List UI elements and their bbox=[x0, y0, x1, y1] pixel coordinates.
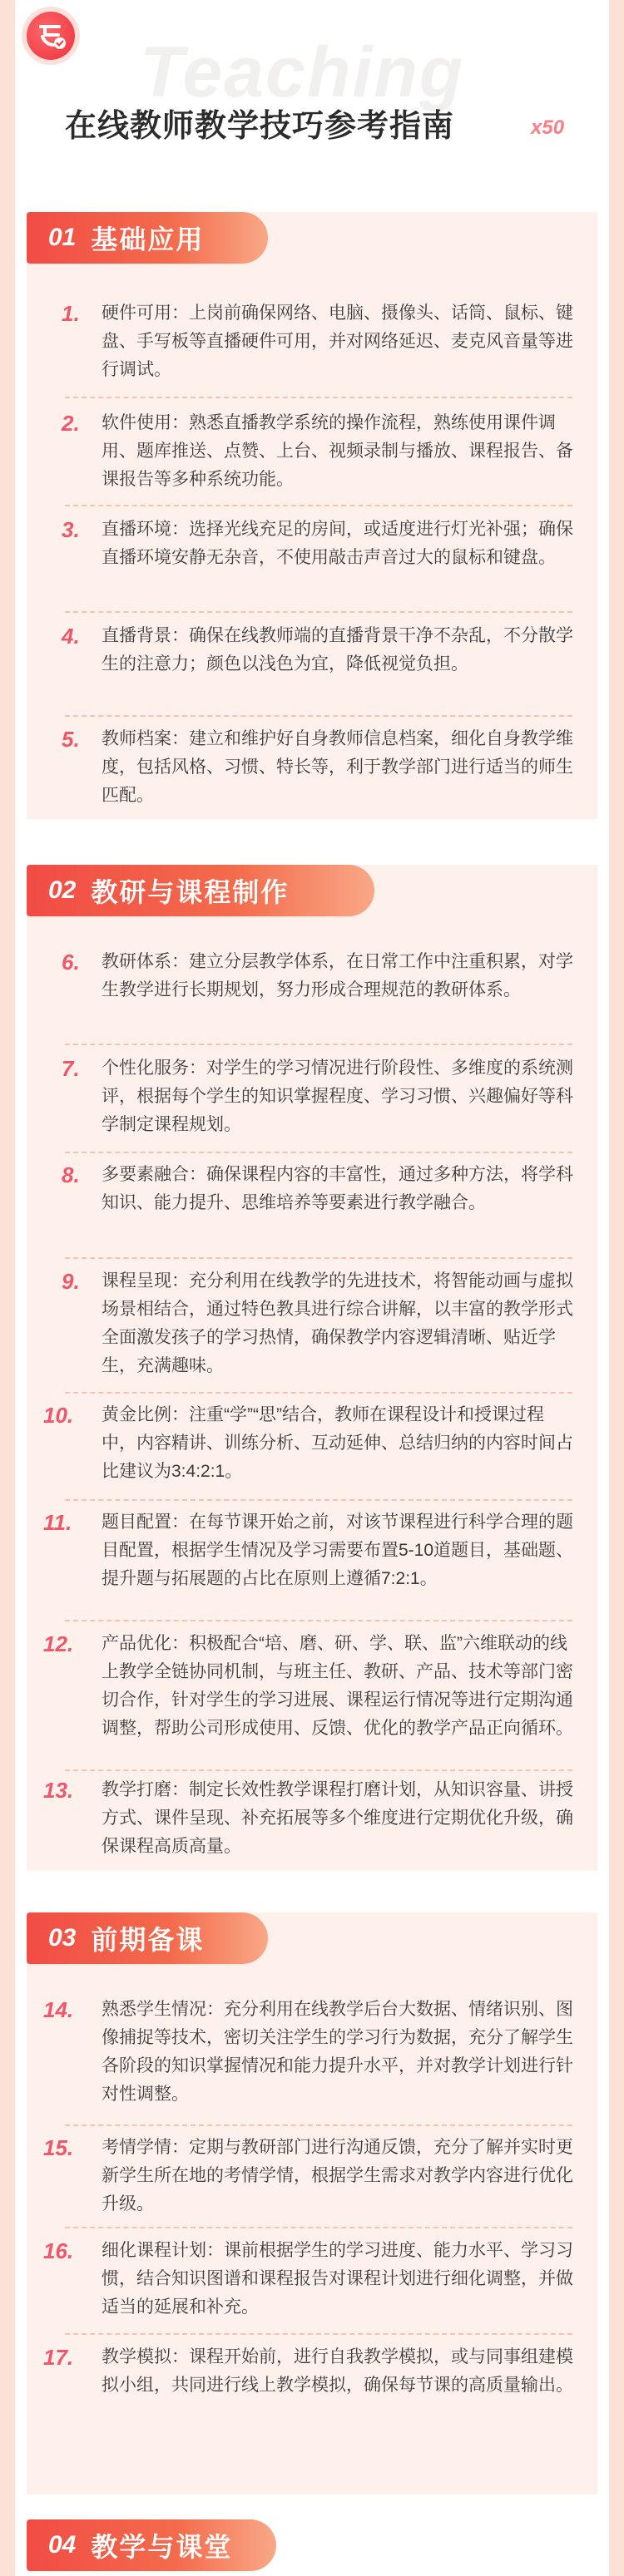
list-item bbox=[43, 1996, 577, 2109]
section-title: 前期备课 bbox=[91, 1925, 205, 1955]
item-text: 直播环境：选择光线充足的房间，或适度进行灯光补强；确保直播环境安静无杂音，不使用敲击声音过大的鼠标和键盘。 bbox=[102, 520, 573, 567]
list-item bbox=[62, 516, 577, 572]
divider bbox=[65, 1152, 572, 1153]
item-text: 课程呈现：充分利用在线教学的先进技术，将智能动画与虚拟场景相结合，通过特色教具进行综合讲解，以丰富的教学形式全面激发孩子的学习热情，确保教学内容逻辑清晰、贴近学生，充满趣味。 bbox=[102, 1271, 573, 1375]
item-text: 软件使用：熟悉直播教学系统的操作流程，熟练使用课件调用、题库推送、点赞、上台、视频录制与播放、课程报告、备课报告等多种系统功能。 bbox=[102, 413, 573, 489]
item-text: 熟悉学生情况：充分利用在线教学后台大数据、情绪识别、图像捕捉等技术，密切关注学生的学习行为数据，充分了解学生各阶段的知识掌握情况和能力提升水平，并对教学计划进行针对性调整。 bbox=[102, 2000, 573, 2104]
item-text: 黄金比例：注重“学”“思”结合，教师在课程设计和授课过程中，内容精讲、训练分析、互动延伸、总结归纳的内容时间占比建议为3:4:2:1。 bbox=[102, 1405, 573, 1481]
divider bbox=[65, 1392, 572, 1394]
divider bbox=[65, 2227, 572, 2228]
item-number: 10. bbox=[43, 1403, 74, 1428]
item-text: 考情学情：定期与教研部门进行沟通反馈，充分了解并实时更新学生所在地的考情学情，根据学生需求对教学内容进行优化升级。 bbox=[102, 2138, 573, 2213]
item-text: 细化课程计划：课前根据学生的学习进度、能力水平、学习习惯，结合知识图谱和课程报告对课程计划进行细化调整，并做适当的延展和补充。 bbox=[102, 2241, 573, 2317]
list-item bbox=[62, 622, 577, 679]
section-header bbox=[27, 865, 374, 916]
item-number: 7. bbox=[62, 1056, 80, 1081]
list-item bbox=[43, 1630, 577, 1743]
divider bbox=[65, 1257, 572, 1259]
item-number: 17. bbox=[43, 2345, 74, 2370]
item-number: 4. bbox=[62, 624, 80, 649]
divider bbox=[65, 611, 572, 613]
item-number: 15. bbox=[43, 2135, 74, 2160]
list-item bbox=[62, 1267, 577, 1380]
item-number: 12. bbox=[43, 1631, 74, 1656]
list-item bbox=[43, 1508, 577, 1593]
section-number: 03 bbox=[48, 1924, 77, 1952]
guide-card bbox=[15, 0, 609, 2576]
item-number: 16. bbox=[43, 2238, 74, 2263]
divider bbox=[65, 505, 572, 506]
item-text: 产品优化：积极配合“培、磨、研、学、联、监”六维联动的线上教学全链协同机制，与班主任、教研、产品、技术等部门密切合作，针对学生的学习进展、课程运行情况等进行定期沟通调整，帮助公司形成使用、反馈、优化的教学产品正向循环。 bbox=[102, 1634, 573, 1738]
divider bbox=[65, 2333, 572, 2335]
section-title: 教学与课堂 bbox=[91, 2532, 233, 2562]
list-item bbox=[43, 1401, 577, 1486]
divider bbox=[65, 715, 572, 717]
item-number: 9. bbox=[62, 1269, 80, 1294]
list-item bbox=[43, 2343, 577, 2400]
section-header bbox=[27, 2519, 276, 2571]
list-item bbox=[62, 948, 577, 1004]
list-item bbox=[62, 1161, 577, 1217]
item-text: 直播背景：确保在线教师端的直播背景干净不杂乱，不分散学生的注意力；颜色以浅色为宜，降低视觉负担。 bbox=[102, 626, 573, 674]
item-text: 教学模拟：课程开始前，进行自我教学模拟，或与同事组建模拟小组，共同进行线上教学模拟，确保每节课的高质量输出。 bbox=[102, 2347, 573, 2395]
item-text: 教学打磨：制定长效性教学课程打磨计划，从知识容量、讲授方式、课件呈现、补充拓展等多个维度进行定期优化升级，确保课程高质高量。 bbox=[102, 1780, 573, 1856]
item-number: 3. bbox=[62, 517, 80, 542]
count-badge: x50 bbox=[531, 116, 565, 139]
item-number: 13. bbox=[43, 1778, 74, 1803]
list-item bbox=[62, 299, 577, 384]
section-title: 教研与课程制作 bbox=[91, 877, 290, 907]
brand-logo bbox=[27, 12, 75, 60]
section-number: 02 bbox=[48, 876, 77, 904]
list-item bbox=[62, 409, 577, 494]
item-number: 5. bbox=[62, 727, 80, 752]
item-number: 11. bbox=[43, 1510, 72, 1535]
section-number: 04 bbox=[48, 2531, 77, 2559]
divider bbox=[65, 397, 572, 398]
item-text: 多要素融合：确保课程内容的丰富性，通过多种方法，将学科知识、能力提升、思维培养等要素进行教学融合。 bbox=[102, 1165, 573, 1212]
section-header bbox=[27, 1912, 268, 1964]
item-text: 教研体系：建立分层教学体系，在日常工作中注重积累，对学生教学进行长期规划，努力形成合理规范的教研体系。 bbox=[102, 952, 573, 999]
item-number: 1. bbox=[62, 301, 80, 326]
item-number: 14. bbox=[43, 1997, 74, 2022]
list-item bbox=[43, 2237, 577, 2322]
divider bbox=[65, 1044, 572, 1045]
divider bbox=[65, 1499, 572, 1501]
item-number: 8. bbox=[62, 1162, 80, 1187]
watermark-text: Teaching bbox=[140, 32, 465, 112]
list-item bbox=[43, 2134, 577, 2218]
list-item bbox=[62, 725, 577, 810]
divider bbox=[65, 1769, 572, 1771]
logo-icon bbox=[27, 12, 75, 60]
item-text: 个性化服务：对学生的学习情况进行阶段性、多维度的系统测评，根据每个学生的知识掌握程度、学习习惯、兴趣偏好等科学制定课程规划。 bbox=[102, 1059, 573, 1134]
header bbox=[15, 0, 609, 158]
item-number: 2. bbox=[62, 411, 80, 436]
item-number: 6. bbox=[62, 950, 80, 975]
page-title: 在线教师教学技巧参考指南 bbox=[65, 109, 455, 144]
section-number: 01 bbox=[48, 224, 77, 251]
section-header bbox=[27, 212, 268, 264]
divider bbox=[65, 2124, 572, 2126]
item-text: 教师档案：建立和维护好自身教师信息档案，细化自身教学维度，包括风格、习惯、特长等，利于教学部门进行适当的师生匹配。 bbox=[102, 729, 573, 805]
list-item bbox=[62, 1054, 577, 1139]
item-text: 题目配置：在每节课开始之前，对该节课程进行科学合理的题目配置，根据学生情况及学习需要布置5-10道题目，基础题、提升题与拓展题的占比在原则上遵循7:2:1。 bbox=[102, 1513, 574, 1588]
section-title: 基础应用 bbox=[91, 225, 205, 254]
divider bbox=[65, 1620, 572, 1621]
item-text: 硬件可用：上岗前确保网络、电脑、摄像头、话筒、鼠标、键盘、手写板等直播硬件可用，并对网络延迟、麦克风音量等进行调试。 bbox=[102, 303, 573, 379]
list-item bbox=[43, 1776, 577, 1861]
